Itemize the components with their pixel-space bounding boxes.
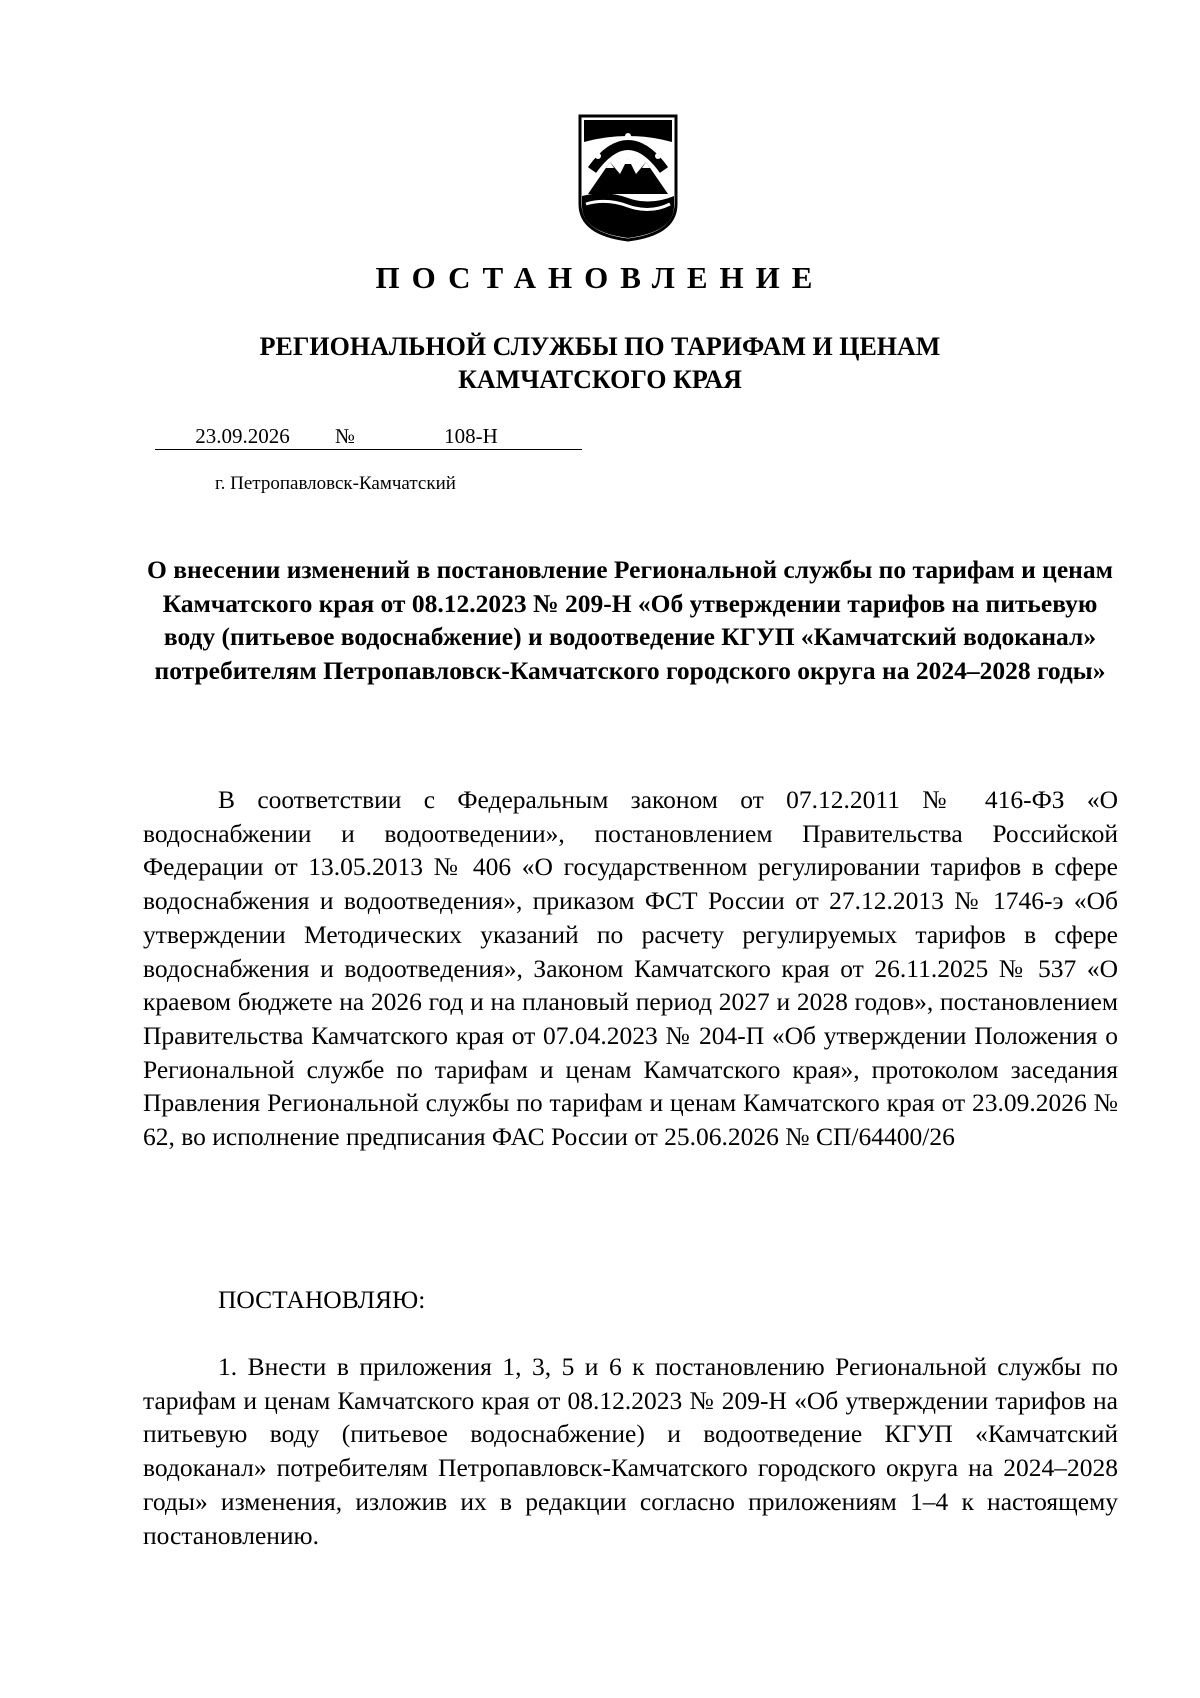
document-type-heading: ПОСТАНОВЛЕНИЕ xyxy=(375,260,825,295)
issue-city: г. Петропавловск-Камчатский xyxy=(215,473,456,494)
decree-word: ПОСТАНОВЛЯЮ: xyxy=(218,1285,426,1314)
kamchatka-coat-of-arms-icon xyxy=(576,112,680,242)
decree-item-1: 1. Внести в приложения 1, 3, 5 и 6 к постановлению Региональной службы по тарифам и ценам Камчатского края от 08.12.2023 № 209-Н «Об утверждении тарифов на питьевую воду (питьевое водоснабжение) и водоотведение КГУП «Камчатский водоканал» потребителям Петропавловск-Камчатского городского округа на 2024–2028 годы» изменения, изложив их в редакции согласно приложениям 1–4 к настоящему постановлению. xyxy=(143,1352,1118,1550)
number-label: № xyxy=(330,423,360,450)
authority-line-1: РЕГИОНАЛЬНОЙ СЛУЖБЫ ПО ТАРИФАМ И ЦЕНАМ xyxy=(259,332,941,361)
preamble-paragraph: В соответствии с Федеральным законом от 07.12.2011 № 416-ФЗ «О водоснабжении и водоотведении», постановлением Правительства Российской Федерации от 13.05.2013 № 406 «О государственном регулировании тарифов в сфере водоснабжения и водоотведения», приказом ФСТ России от 27.12.2013 № 1746-э «Об утверждении Методических указаний по расчету регулируемых тарифов в сфере водоснабжения и водоотведения», Законом Камчатского края от 26.11.2025 № 537 «О краевом бюджете на 2026 год и на плановый период 2027 и 2028 годов», постановлением Правительства Камчатского края от 07.04.2023 № 204-П «Об утверждении Положения о Региональной службе по тарифам и ценам Камчатского края», протоколом заседания Правления Региональной службы по тарифам и ценам Камчатского края от 23.09.2026 № 62, во исполнение предписания ФАС России от 25.06.2026 № СП/64400/26 xyxy=(143,785,1118,1152)
registration-line xyxy=(155,423,582,450)
document-date: 23.09.2026 xyxy=(155,423,330,450)
issuing-authority xyxy=(0,330,1200,396)
document-title: О внесении изменений в постановление Региональной службы по тарифам и ценам Камчатского края от 08.12.2023 № 209-Н «Об утверждении тарифов на питьевую воду (питьевое водоснабжение) и водоотведение КГУП «Камчатский водоканал» потребителям Петропавловск-Камчатского городского округа на 2024–2028 годы» xyxy=(147,555,1113,685)
authority-line-2: КАМЧАТСКОГО КРАЯ xyxy=(458,365,742,394)
document-number: 108-Н xyxy=(360,423,582,450)
